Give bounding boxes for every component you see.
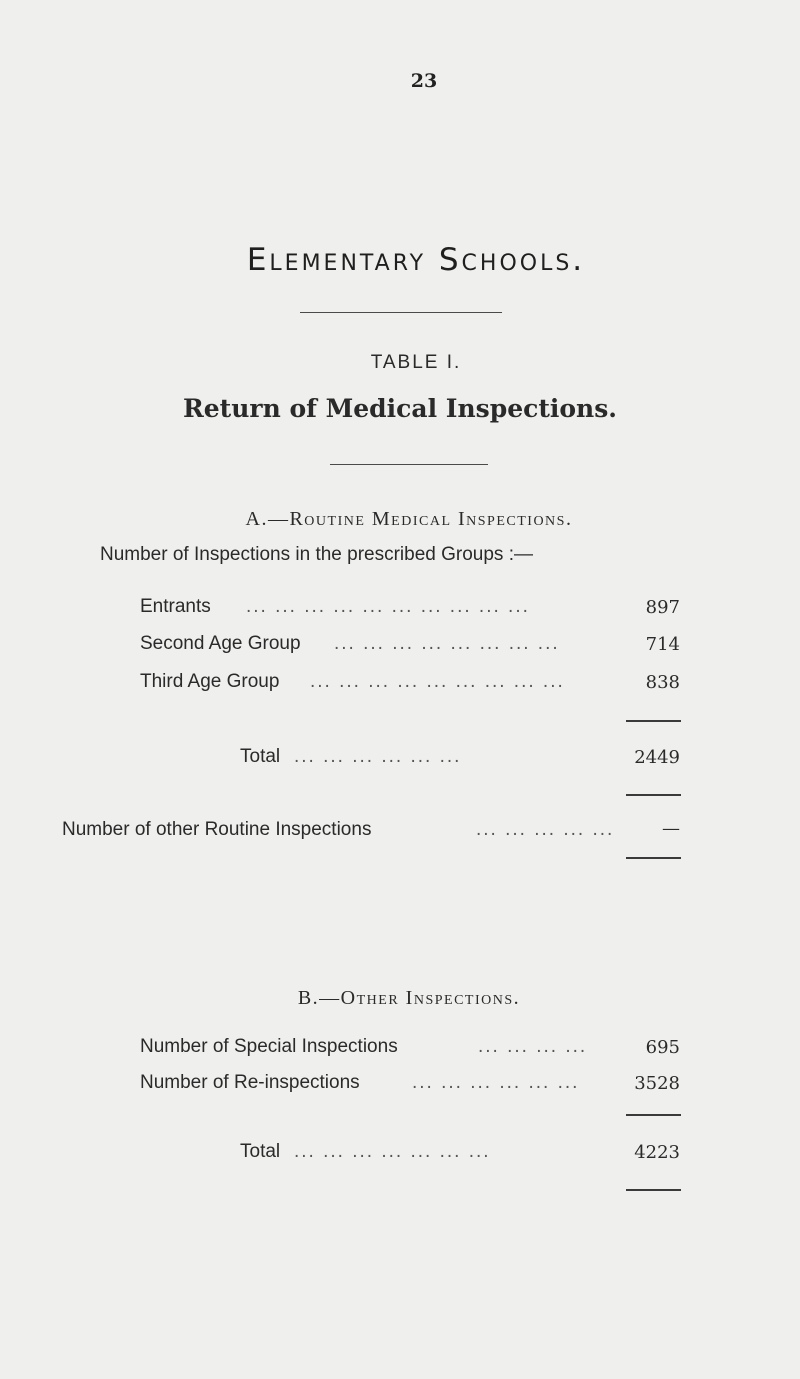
special-inspections-label: Number of Special Inspections	[140, 1036, 398, 1057]
entrants-leader-dots: ... ... ... ... ... ... ... ... ... ...	[246, 596, 530, 617]
table-label: TABLE I.	[370, 352, 462, 373]
section-b-total-leader-dots: ... ... ... ... ... ... ...	[294, 1141, 491, 1162]
section-b-total-rule	[626, 1189, 681, 1191]
section-a-total-value: 2449	[634, 747, 680, 768]
entrants-value: 897	[645, 597, 680, 618]
section-a-subtotal-rule	[626, 720, 681, 722]
other-routine-label: Number of other Routine Inspections	[62, 819, 372, 840]
second-age-group-label: Second Age Group	[140, 633, 301, 654]
third-age-group-value: 838	[645, 672, 680, 693]
section-a-total-rule	[626, 794, 681, 796]
re-inspections-value: 3528	[634, 1073, 680, 1094]
section-b-subtotal-rule	[626, 1114, 681, 1116]
third-age-group-label: Third Age Group	[140, 671, 280, 692]
second-age-group-value: 714	[645, 634, 680, 655]
section-a-total-leader-dots: ... ... ... ... ... ...	[294, 746, 462, 767]
table-subtitle: Return of Medical Inspections.	[183, 394, 617, 423]
subtitle-divider	[330, 464, 488, 465]
other-routine-leader-dots: ... ... ... ... ...	[476, 819, 615, 840]
page-title: Elementary Schools.	[246, 242, 586, 278]
section-a-total-label: Total	[240, 746, 281, 767]
second-age-group-leader-dots: ... ... ... ... ... ... ... ...	[334, 633, 560, 654]
section-a-heading: A.—Routine Medical Inspections.	[245, 508, 573, 530]
other-routine-value: —	[662, 818, 680, 839]
title-divider	[300, 312, 502, 313]
section-b-heading: B.—Other Inspections.	[297, 987, 521, 1009]
re-inspections-label: Number of Re-inspections	[140, 1072, 360, 1093]
page-number: 23	[410, 70, 438, 92]
special-inspections-value: 695	[645, 1037, 680, 1058]
re-inspections-leader-dots: ... ... ... ... ... ...	[412, 1072, 580, 1093]
section-a-intro: Number of Inspections in the prescribed Groups :—	[100, 544, 533, 565]
third-age-group-leader-dots: ... ... ... ... ... ... ... ... ...	[310, 671, 565, 692]
section-b-total-value: 4223	[634, 1142, 680, 1163]
section-b-total-label: Total	[240, 1141, 281, 1162]
entrants-label: Entrants	[140, 596, 211, 617]
other-routine-rule	[626, 857, 681, 859]
special-inspections-leader-dots: ... ... ... ...	[478, 1036, 588, 1057]
